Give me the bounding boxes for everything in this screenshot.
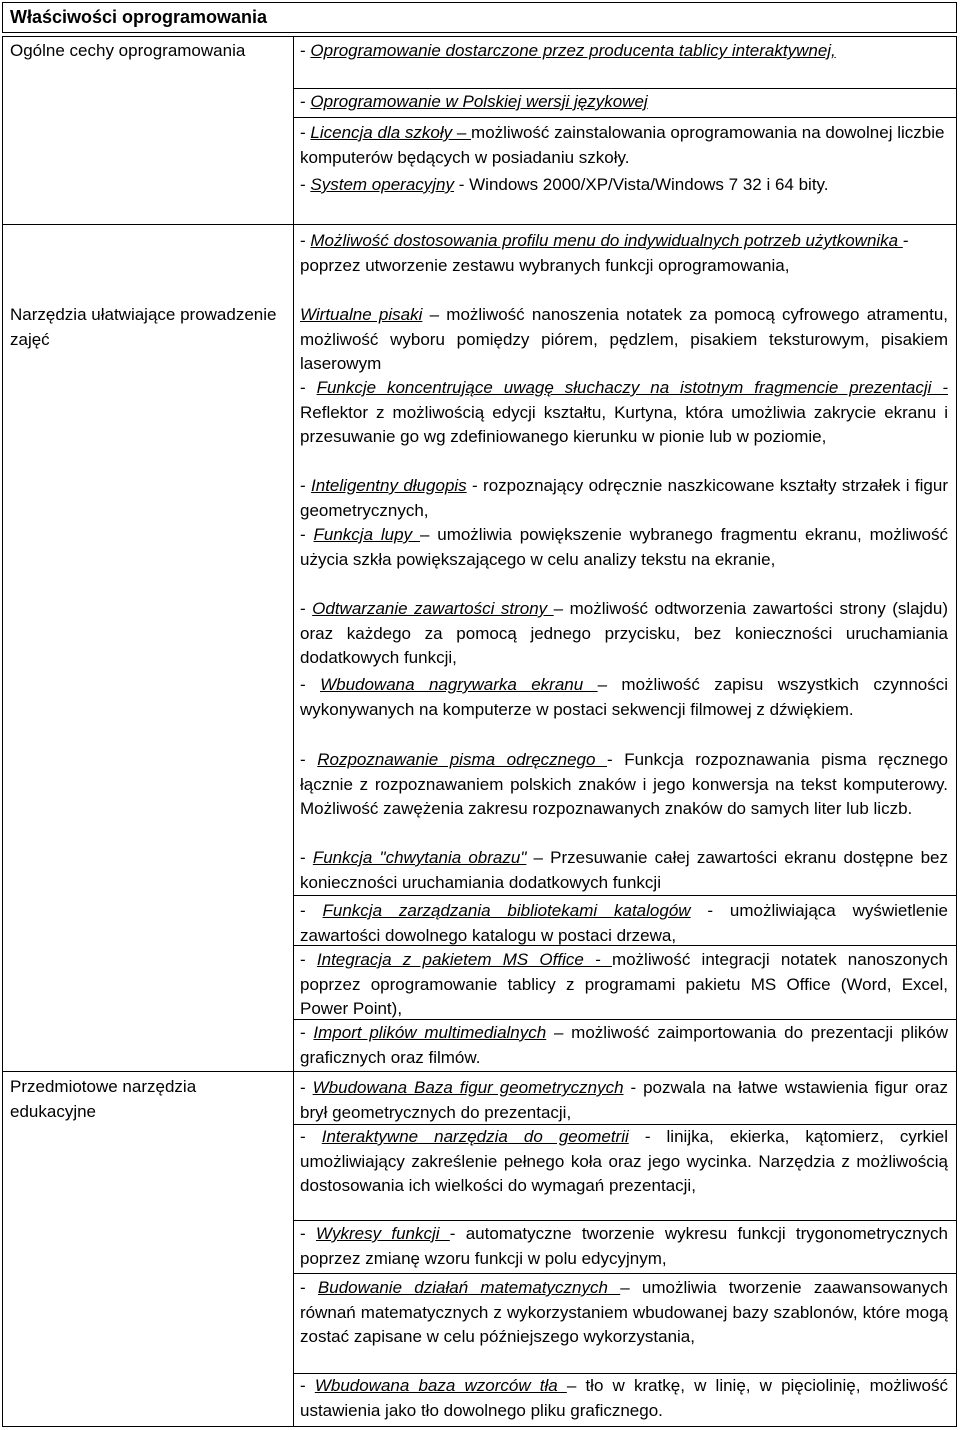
edu-item: - Wbudowana baza wzorców tła – tło w kratkę, w linię, w pięciolinię, możliwość ustawienia jako tło dowolnego pliku graficznego. — [300, 1376, 948, 1420]
tools-item: - Import plików multimedialnych – możliwość zaimportowania do prezentacji plików graficznych oraz filmów. — [300, 1023, 948, 1067]
tools-item: - Funkcje koncentrujące uwagę słuchaczy na istotnym fragmencie prezentacji - Reflektor z możliwością edycji kształtu, Kurtyna, która umożliwia zakrycie ekranu i przesuwanie go wg zdefiniowanego kierunku w pionie lub w poziomie, — [300, 378, 948, 446]
cell-divider — [294, 1019, 956, 1020]
tools-item: - Odtwarzanie zawartości strony – możliwość odtworzenia zawartości strony (slajdu) oraz każdego za pomocą jednego przycisku, bez konieczności uruchamiania dodatkowych funkcji, — [300, 599, 948, 667]
edu-item: - Budowanie działań matematycznych – umożliwia tworzenie zaawansowanych równań matematycznych z wykorzystaniem wbudowanej bazy szablonów, które mogą zostać zapisane w celu późniejszego wykorzystania, — [300, 1278, 949, 1346]
tools-item: - Inteligentny długopis - rozpoznający odręcznie naszkicowane kształty strzałek i figur geometrycznych, — [300, 476, 948, 520]
cell-divider — [294, 88, 956, 89]
tools-item: - Funkcja lupy – umożliwia powiększenie wybranego fragmentu ekranu, możliwość użycia szkła powiększającego w celu analizy tekstu na ekranie, — [300, 525, 948, 569]
tools-item: - Możliwość dostosowania profilu menu do indywidualnych potrzeb użytkownika - poprzez utworzenie zestawu wybranych funkcji oprogramowania, — [300, 231, 909, 275]
table-header-title: Właściwości oprogramowania — [2, 2, 957, 33]
tools-item: Wirtualne pisaki – możliwość nanoszenia notatek za pomocą cyfrowego atramentu, możliwość wyboru pomiędzy piórem, pędzlem, pisakiem teksturowym, pisakiem laserowym — [300, 305, 948, 373]
tools-item: - Funkcja zarządzania bibliotekami katalogów - umożliwiająca wyświetlenie zawartości dowolnego katalogu w postaci drzewa, — [300, 901, 948, 945]
cell-divider — [294, 945, 956, 946]
edu-item: - Wbudowana Baza figur geometrycznych - pozwala na łatwe wstawienia figur oraz brył geometrycznych do prezentacji, — [300, 1078, 949, 1122]
edu-item: - Interaktywne narzędzia do geometrii - linijka, ekierka, kątomierz, cyrkiel umożliwiający zakreślenie pełnego koła oraz jego wycinka. Narzędzia z możliwością dostosowania ich wielkości do wymagań prezentacji, — [300, 1127, 949, 1195]
general-item: - Oprogramowanie dostarczone przez producenta tablicy interaktywnej, — [300, 41, 836, 60]
cell-divider — [294, 895, 956, 896]
general-item: - Licencja dla szkoły – możliwość zainstalowania oprogramowania na dowolnej liczbie komputerów będących w posiadaniu szkoły. — [300, 123, 945, 167]
cell-divider — [294, 1273, 956, 1274]
row-label-edu: Przedmiotowe narzędzia edukacyjne — [10, 1077, 197, 1121]
tools-item: - Funkcja "chwytania obrazu" – Przesuwanie całej zawartości ekranu dostępne bez konieczności uruchamiania dodatkowych funkcji — [300, 848, 948, 892]
general-item: - Oprogramowanie w Polskiej wersji językowej — [300, 92, 648, 111]
column-divider — [293, 36, 294, 1427]
row-divider-tools — [2, 1071, 957, 1072]
edu-item: - Wykresy funkcji - automatyczne tworzenie wykresu funkcji trygonometrycznych poprzez zmianę wzoru funkcji w polu edycyjnym, — [300, 1224, 948, 1268]
cell-divider — [294, 1220, 956, 1221]
tools-item: - Wbudowana nagrywarka ekranu – możliwość zapisu wszystkich czynności wykonywanych na komputerze w postaci sekwencji filmowej z dźwiękiem. — [300, 675, 949, 719]
row-divider-general — [2, 224, 957, 225]
general-item: - System operacyjny - Windows 2000/XP/Vista/Windows 7 32 i 64 bity. — [300, 175, 829, 194]
tools-item: - Rozpoznawanie pisma odręcznego - Funkcja rozpoznawania pisma ręcznego łącznie z rozpoznawaniem polskich znaków i jego konwersja na tekst komputerowy. Możliwość zawężenia zakresu rozpoznawanych znaków do samych liter lub liczb. — [300, 750, 949, 818]
cell-divider — [294, 117, 956, 118]
tools-item: - Integracja z pakietem MS Office - możliwość integracji notatek nanoszonych poprzez oprogramowanie tablicy z programami pakietu MS Office (Word, Excel, Power Point), — [300, 950, 948, 1018]
row-label-tools: Narzędzia ułatwiające prowadzenie zajęć — [10, 305, 277, 349]
row-label-general: Ogólne cechy oprogramowania — [10, 41, 246, 60]
